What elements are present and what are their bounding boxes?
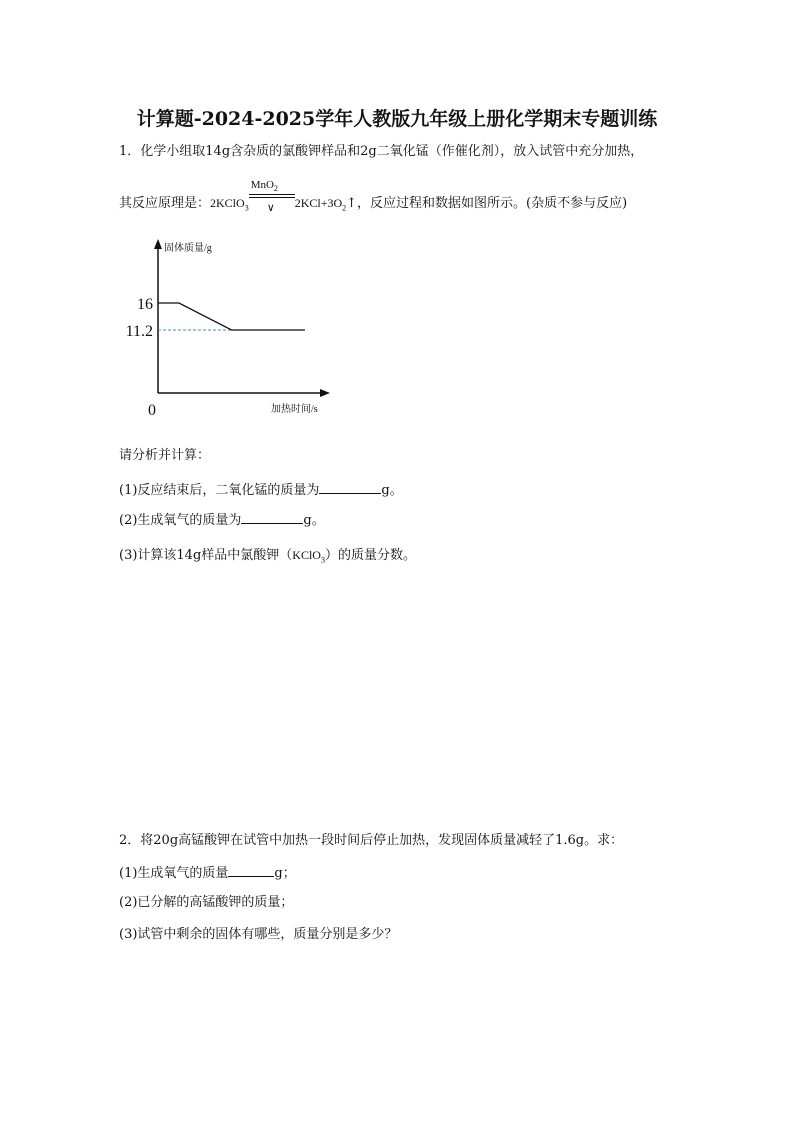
q1-stem-line1: 1．化学小组取14g含杂质的氯酸钾样品和2g二氧化锰（作催化剂），放入试管中充分加热， (119, 144, 644, 159)
y-axis-arrow (154, 239, 162, 249)
q1-part1: (1)反应结束后，二氧化锰的质量为 g。 (119, 480, 403, 500)
q2-part1: (1)生成氧气的质量 g； (119, 863, 296, 883)
product-formula: $2KCl+3O_2$ (294, 196, 347, 213)
page-title: 计算题-2024-2025学年人教版九年级上册化学期末专题训练 (136, 108, 658, 130)
x-axis-arrow (320, 389, 330, 397)
x-axis-label: 加热时间/s (271, 404, 318, 415)
answer-blank-1[interactable] (319, 480, 381, 494)
mass-time-chart (115, 235, 355, 420)
answer-blank-3[interactable] (228, 863, 274, 877)
y-tick-label: 16 (137, 296, 153, 313)
q1-reaction-prefix: 其反应原理是： (119, 196, 211, 211)
y-tick-label: 11.2 (125, 323, 153, 340)
q2-part3: (3)试管中剩余的固体有哪些，质量分别是多少？ (119, 927, 398, 942)
q1-part2: (2)生成氧气的质量为 g。 (119, 510, 325, 530)
y-axis-label: 固体质量/g (164, 243, 212, 254)
q1-part3: (3)计算该14g样品中氯酸钾（KClO$_3$）的质量分数。 (119, 548, 416, 565)
q2-stem: 2．将20g高锰酸钾在试管中加热一段时间后停止加热，发现固体质量减轻了1.6g。求： (119, 833, 624, 848)
q1-reaction-suffix: ↑，反应过程和数据如图所示。(杂质不参与反应) (346, 196, 628, 211)
origin-label: 0 (148, 402, 156, 419)
mass-series-line (158, 303, 305, 330)
q2-part2: (2)已分解的高锰酸钾的质量； (119, 895, 294, 910)
q1-stem-line2 (119, 179, 628, 217)
heat-symbol: ∨ (266, 201, 275, 214)
kclo3-formula: KClO$_3$ (292, 548, 325, 565)
answer-blank-2[interactable] (241, 510, 303, 524)
reactant-formula: 2KClO$_3$ (210, 196, 249, 213)
reaction-arrow-condition (249, 179, 295, 214)
q1-prompt: 请分析并计算： (119, 448, 211, 463)
catalyst-label: MnO$_2$ (250, 179, 278, 194)
